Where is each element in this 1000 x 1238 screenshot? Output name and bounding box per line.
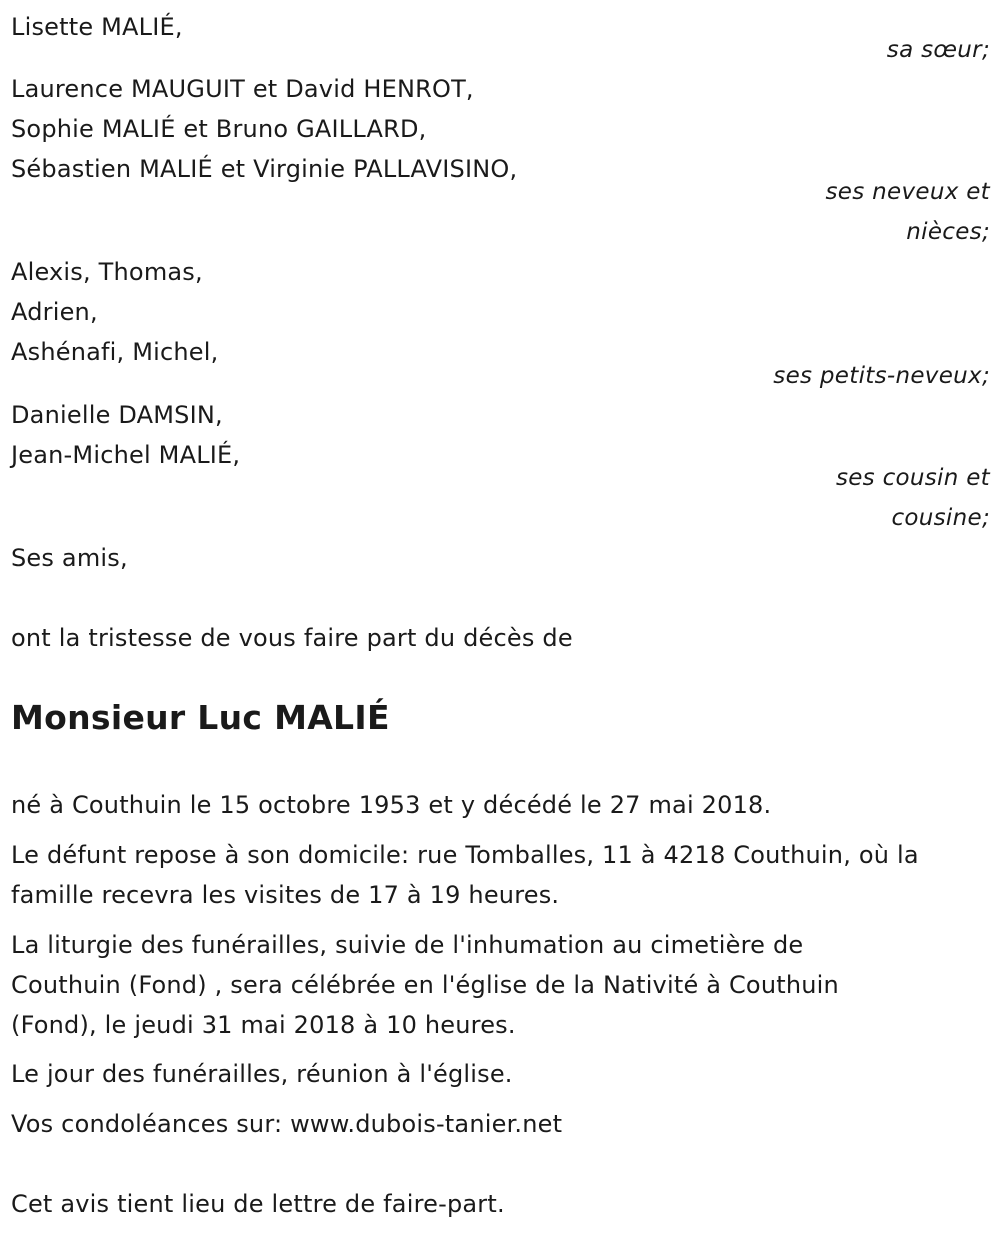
birth-death-text: né à Couthuin le 15 octobre 1953 et y décédé le 27 mai 2018. — [11, 791, 772, 819]
family-member: Adrien, — [11, 298, 98, 326]
family-member: Danielle DAMSIN, — [11, 401, 223, 429]
closing-text: Cet avis tient lieu de lettre de faire-part. — [11, 1190, 505, 1218]
family-member: Alexis, Thomas, — [11, 258, 203, 286]
friends-line: Ses amis, — [11, 544, 128, 572]
family-member: Jean-Michel MALIÉ, — [11, 441, 241, 469]
relation-label: nièces; — [906, 219, 990, 245]
repose-text: Le défunt repose à son domicile: rue Tomballes, 11 à 4218 Couthuin, où la — [11, 841, 919, 869]
meeting-text: Le jour des funérailles, réunion à l'église. — [11, 1060, 513, 1088]
relation-label: sa sœur; — [886, 37, 990, 63]
family-member: Ashénafi, Michel, — [11, 338, 219, 366]
relation-label: cousine; — [891, 505, 990, 531]
repose-text: famille recevra les visites de 17 à 19 heures. — [11, 881, 560, 909]
relation-label: ses petits-neveux; — [773, 363, 990, 389]
liturgy-text: (Fond), le jeudi 31 mai 2018 à 10 heures. — [11, 1011, 516, 1039]
family-member: Lisette MALIÉ, — [11, 13, 183, 41]
relation-label: ses cousin et — [835, 465, 990, 491]
family-member: Sébastien MALIÉ et Virginie PALLAVISINO, — [11, 155, 518, 183]
relation-label: ses neveux et — [825, 179, 990, 205]
condolences-text: Vos condoléances sur: www.dubois-tanier.net — [11, 1110, 563, 1138]
announcement-text: ont la tristesse de vous faire part du décès de — [11, 624, 573, 652]
liturgy-text: La liturgie des funérailles, suivie de l'inhumation au cimetière de — [11, 931, 804, 959]
family-member: Sophie MALIÉ et Bruno GAILLARD, — [11, 115, 427, 143]
family-member: Laurence MAUGUIT et David HENROT, — [11, 75, 474, 103]
liturgy-text: Couthuin (Fond) , sera célébrée en l'église de la Nativité à Couthuin — [11, 971, 839, 999]
deceased-name: Monsieur Luc MALIÉ — [11, 698, 390, 737]
